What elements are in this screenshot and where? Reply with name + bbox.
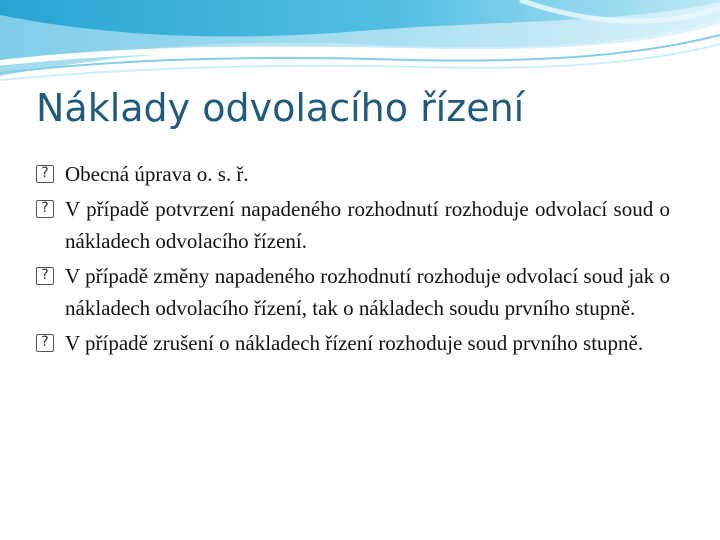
bullet-item (36, 158, 670, 191)
bullet-list (36, 158, 670, 361)
bullet-marker-icon: ? (36, 200, 54, 218)
bullet-text: V případě zrušení o nákladech řízení rozhoduje soud prvního stupně. (65, 330, 644, 355)
bullet-marker-icon: ? (36, 267, 54, 285)
bullet-marker-icon: ? (36, 165, 54, 183)
bullet-item (36, 193, 670, 258)
bullet-marker-icon: ? (36, 334, 54, 352)
header-wave-decoration (0, 0, 720, 90)
bullet-text: Obecná úprava o. s. ř. (65, 162, 249, 186)
bullet-text: V případě změny napadeného rozhodnutí rozhoduje odvolací soud jak o nákladech odvolacího řízení, tak o nákladech soudu prvního stupně. (65, 263, 670, 320)
bullet-item (36, 327, 670, 360)
slide-title: Náklady odvolacího řízení (36, 86, 525, 130)
bullet-text: V případě potvrzení napadeného rozhodnutí rozhoduje odvolací soud o nákladech odvolacího řízení. (65, 196, 670, 253)
bullet-item (36, 260, 670, 325)
